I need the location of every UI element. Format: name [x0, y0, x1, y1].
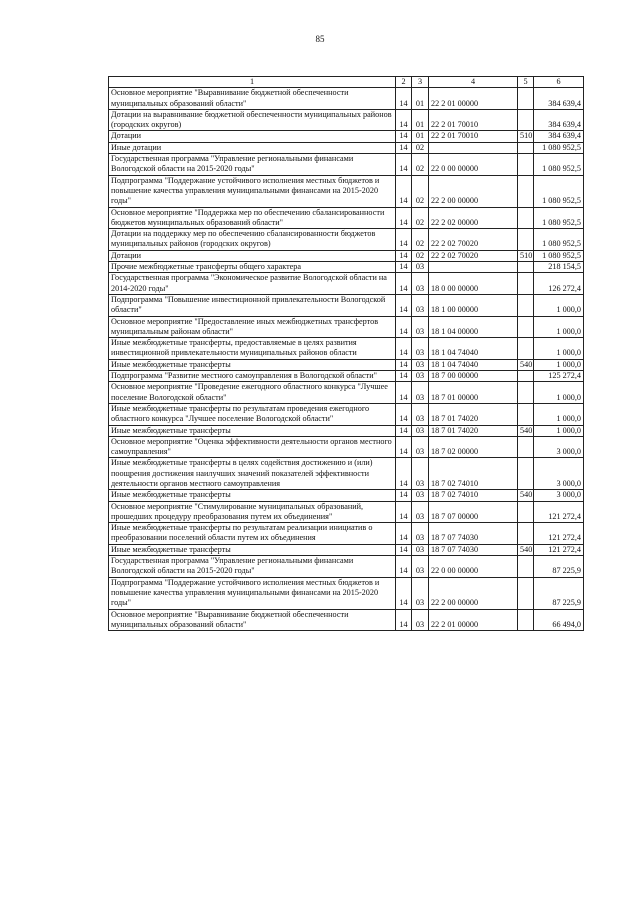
row-subsection: 03	[412, 609, 429, 631]
row-target-code: 18 7 02 00000	[429, 436, 518, 458]
row-amount: 1 000,0	[534, 425, 584, 436]
table-row	[109, 175, 584, 207]
row-target-code: 18 7 01 74020	[429, 403, 518, 425]
row-target-code: 22 2 01 00000	[429, 88, 518, 110]
row-amount: 1 000,0	[534, 359, 584, 370]
row-section: 14	[396, 338, 412, 360]
row-target-code: 18 7 07 74030	[429, 523, 518, 545]
table-row	[109, 403, 584, 425]
row-name: Подпрограмма "Развитие местного самоуправления в Вологодской области"	[109, 371, 396, 382]
row-name: Основное мероприятие "Проведение ежегодного областного конкурса "Лучшее поселение Вологодской области"	[109, 382, 396, 404]
row-name: Прочие межбюджетные трансферты общего характера	[109, 262, 396, 273]
row-expense-type	[518, 556, 534, 578]
row-subsection: 03	[412, 316, 429, 338]
table-row	[109, 131, 584, 142]
row-name: Основное мероприятие "Оценка эффективности деятельности органов местного самоуправления"	[109, 436, 396, 458]
row-subsection: 03	[412, 501, 429, 523]
table-row	[109, 250, 584, 261]
row-target-code: 22 2 02 70020	[429, 229, 518, 251]
row-target-code: 18 7 02 74010	[429, 490, 518, 501]
table-row	[109, 544, 584, 555]
row-expense-type: 540	[518, 490, 534, 501]
row-section: 14	[396, 142, 412, 153]
row-name: Основное мероприятие "Поддержка мер по обеспечению сбалансированности бюджетов муниципальных образований области"	[109, 207, 396, 229]
row-expense-type	[518, 88, 534, 110]
row-section: 14	[396, 544, 412, 555]
row-subsection: 01	[412, 131, 429, 142]
row-target-code: 18 7 01 74020	[429, 425, 518, 436]
row-amount: 126 272,4	[534, 273, 584, 295]
row-name: Иные дотации	[109, 142, 396, 153]
row-amount: 3 000,0	[534, 458, 584, 490]
table-row	[109, 207, 584, 229]
row-expense-type	[518, 403, 534, 425]
row-target-code: 18 7 07 00000	[429, 501, 518, 523]
row-subsection: 02	[412, 229, 429, 251]
row-subsection: 02	[412, 207, 429, 229]
row-expense-type	[518, 523, 534, 545]
row-section: 14	[396, 109, 412, 131]
row-section: 14	[396, 262, 412, 273]
row-target-code: 22 2 01 70010	[429, 131, 518, 142]
row-subsection: 03	[412, 425, 429, 436]
row-expense-type	[518, 273, 534, 295]
row-expense-type: 540	[518, 544, 534, 555]
row-subsection: 02	[412, 154, 429, 176]
row-expense-type	[518, 501, 534, 523]
row-expense-type	[518, 294, 534, 316]
row-subsection: 03	[412, 556, 429, 578]
row-amount: 1 080 952,5	[534, 154, 584, 176]
row-expense-type	[518, 175, 534, 207]
row-expense-type: 510	[518, 250, 534, 261]
row-target-code: 18 7 01 00000	[429, 382, 518, 404]
row-subsection: 03	[412, 577, 429, 609]
row-amount: 1 000,0	[534, 294, 584, 316]
row-subsection: 01	[412, 109, 429, 131]
row-target-code: 18 7 07 74030	[429, 544, 518, 555]
row-name: Иные межбюджетные трансферты, предоставляемые в целях развития инвестиционной привлекательности муниципальных районов области	[109, 338, 396, 360]
row-name: Дотации на поддержку мер по обеспечению сбалансированности бюджетов муниципальных районов (городских округов)	[109, 229, 396, 251]
row-subsection: 03	[412, 273, 429, 295]
row-expense-type	[518, 262, 534, 273]
column-header: 3	[412, 77, 429, 88]
table-row	[109, 88, 584, 110]
row-name: Подпрограмма "Повышение инвестиционной привлекательности Вологодской области"	[109, 294, 396, 316]
row-expense-type	[518, 142, 534, 153]
row-target-code: 18 1 04 00000	[429, 316, 518, 338]
row-amount: 121 272,4	[534, 544, 584, 555]
row-target-code	[429, 142, 518, 153]
row-subsection: 03	[412, 523, 429, 545]
table-row	[109, 229, 584, 251]
row-subsection: 03	[412, 294, 429, 316]
row-section: 14	[396, 207, 412, 229]
row-name: Иные межбюджетные трансферты	[109, 359, 396, 370]
row-amount: 1 080 952,5	[534, 175, 584, 207]
row-amount: 1 080 952,5	[534, 250, 584, 261]
row-section: 14	[396, 458, 412, 490]
row-target-code: 22 0 00 00000	[429, 556, 518, 578]
row-expense-type: 510	[518, 131, 534, 142]
row-amount: 1 080 952,5	[534, 229, 584, 251]
row-section: 14	[396, 88, 412, 110]
row-amount: 87 225,9	[534, 577, 584, 609]
row-expense-type	[518, 436, 534, 458]
row-section: 14	[396, 250, 412, 261]
row-target-code: 18 7 02 74010	[429, 458, 518, 490]
row-expense-type: 540	[518, 425, 534, 436]
row-amount: 121 272,4	[534, 523, 584, 545]
table-row	[109, 577, 584, 609]
row-amount: 66 494,0	[534, 609, 584, 631]
row-amount: 87 225,9	[534, 556, 584, 578]
row-amount: 1 080 952,5	[534, 207, 584, 229]
table-row	[109, 273, 584, 295]
row-target-code: 22 0 00 00000	[429, 154, 518, 176]
row-subsection: 02	[412, 175, 429, 207]
row-expense-type	[518, 371, 534, 382]
row-section: 14	[396, 403, 412, 425]
row-subsection: 03	[412, 490, 429, 501]
row-subsection: 03	[412, 458, 429, 490]
table-row	[109, 490, 584, 501]
row-section: 14	[396, 154, 412, 176]
row-section: 14	[396, 436, 412, 458]
row-target-code: 18 1 04 74040	[429, 338, 518, 360]
row-subsection: 03	[412, 338, 429, 360]
table-row	[109, 501, 584, 523]
row-name: Иные межбюджетные трансферты	[109, 544, 396, 555]
row-target-code: 22 2 00 00000	[429, 175, 518, 207]
row-expense-type	[518, 316, 534, 338]
column-header: 5	[518, 77, 534, 88]
row-name: Иные межбюджетные трансферты	[109, 490, 396, 501]
row-target-code: 18 1 04 74040	[429, 359, 518, 370]
table-row	[109, 458, 584, 490]
row-amount: 384 639,4	[534, 109, 584, 131]
row-section: 14	[396, 577, 412, 609]
row-section: 14	[396, 425, 412, 436]
row-subsection: 02	[412, 142, 429, 153]
row-subsection: 03	[412, 382, 429, 404]
row-section: 14	[396, 316, 412, 338]
table-row	[109, 338, 584, 360]
row-amount: 384 639,4	[534, 131, 584, 142]
row-section: 14	[396, 371, 412, 382]
row-amount: 1 000,0	[534, 316, 584, 338]
row-section: 14	[396, 294, 412, 316]
table-row	[109, 294, 584, 316]
row-expense-type	[518, 154, 534, 176]
row-target-code: 18 7 00 00000	[429, 371, 518, 382]
row-subsection: 03	[412, 262, 429, 273]
row-expense-type	[518, 338, 534, 360]
row-expense-type	[518, 609, 534, 631]
row-section: 14	[396, 131, 412, 142]
row-expense-type	[518, 382, 534, 404]
page-number: 85	[315, 34, 325, 44]
row-amount: 1 080 952,5	[534, 142, 584, 153]
row-amount: 1 000,0	[534, 403, 584, 425]
row-name: Иные межбюджетные трансферты по результатам реализации инициатив о преобразовании поселений области путем их объединения	[109, 523, 396, 545]
row-name: Основное мероприятие "Выравнивание бюджетной обеспеченности муниципальных образований области"	[109, 609, 396, 631]
budget-table	[108, 76, 584, 631]
row-target-code: 18 0 00 00000	[429, 273, 518, 295]
table-row	[109, 359, 584, 370]
table-row	[109, 556, 584, 578]
row-subsection: 03	[412, 359, 429, 370]
row-name: Подпрограмма "Поддержание устойчивого исполнения местных бюджетов и повышение качества управления муниципальными финансами на 2015-2020 годы"	[109, 175, 396, 207]
row-name: Государственная программа "Управление региональными финансами Вологодской области на 2015-2020 годы"	[109, 154, 396, 176]
row-name: Государственная программа "Управление региональными финансами Вологодской области на 2015-2020 годы"	[109, 556, 396, 578]
row-section: 14	[396, 556, 412, 578]
row-section: 14	[396, 359, 412, 370]
table-row	[109, 109, 584, 131]
row-name: Основное мероприятие "Стимулирование муниципальных образований, прошедших процедуру преобразования путем их объединения"	[109, 501, 396, 523]
row-section: 14	[396, 382, 412, 404]
row-expense-type	[518, 229, 534, 251]
row-target-code: 22 2 01 70010	[429, 109, 518, 131]
row-target-code: 22 2 00 00000	[429, 577, 518, 609]
table-body	[109, 88, 584, 631]
table-header-row	[109, 77, 584, 88]
row-name: Основное мероприятие "Предоставление иных межбюджетных трансфертов муниципальным районам области"	[109, 316, 396, 338]
row-expense-type	[518, 577, 534, 609]
table-row	[109, 371, 584, 382]
row-name: Государственная программа "Экономическое развитие Вологодской области на 2014-2020 годы"	[109, 273, 396, 295]
column-header: 6	[534, 77, 584, 88]
row-subsection: 03	[412, 436, 429, 458]
row-section: 14	[396, 523, 412, 545]
table-row	[109, 609, 584, 631]
row-subsection: 02	[412, 250, 429, 261]
column-header: 2	[396, 77, 412, 88]
row-section: 14	[396, 175, 412, 207]
row-section: 14	[396, 490, 412, 501]
row-target-code: 22 2 02 00000	[429, 207, 518, 229]
row-name: Дотации	[109, 131, 396, 142]
row-expense-type	[518, 458, 534, 490]
row-amount: 3 000,0	[534, 490, 584, 501]
table-row	[109, 382, 584, 404]
row-target-code: 18 1 00 00000	[429, 294, 518, 316]
table-row	[109, 262, 584, 273]
row-section: 14	[396, 273, 412, 295]
row-name: Дотации на выравнивание бюджетной обеспеченности муниципальных районов (городских округов)	[109, 109, 396, 131]
row-name: Подпрограмма "Поддержание устойчивого исполнения местных бюджетов и повышение качества управления муниципальными финансами на 2015-2020 годы"	[109, 577, 396, 609]
table-row	[109, 154, 584, 176]
row-expense-type	[518, 109, 534, 131]
row-subsection: 03	[412, 544, 429, 555]
row-amount: 121 272,4	[534, 501, 584, 523]
row-subsection: 03	[412, 371, 429, 382]
row-target-code: 22 2 02 70020	[429, 250, 518, 261]
column-header: 1	[109, 77, 396, 88]
row-amount: 1 000,0	[534, 382, 584, 404]
row-expense-type: 540	[518, 359, 534, 370]
table-row	[109, 425, 584, 436]
row-name: Основное мероприятие "Выравнивание бюджетной обеспеченности муниципальных образований области"	[109, 88, 396, 110]
row-amount: 125 272,4	[534, 371, 584, 382]
column-header: 4	[429, 77, 518, 88]
row-amount: 384 639,4	[534, 88, 584, 110]
row-expense-type	[518, 207, 534, 229]
row-amount: 1 000,0	[534, 338, 584, 360]
table-row	[109, 142, 584, 153]
row-section: 14	[396, 501, 412, 523]
row-section: 14	[396, 229, 412, 251]
table-row	[109, 316, 584, 338]
row-target-code: 22 2 01 00000	[429, 609, 518, 631]
row-amount: 3 000,0	[534, 436, 584, 458]
table-row	[109, 436, 584, 458]
row-target-code	[429, 262, 518, 273]
row-name: Иные межбюджетные трансферты	[109, 425, 396, 436]
row-name: Иные межбюджетные трансферты в целях содействия достижению и (или) поощрения достижения наилучших значений показателей эффективности деятельности органов местного самоуправления	[109, 458, 396, 490]
row-amount: 218 154,5	[534, 262, 584, 273]
row-subsection: 03	[412, 403, 429, 425]
row-section: 14	[396, 609, 412, 631]
row-name: Иные межбюджетные трансферты по результатам проведения ежегодного областного конкурса "Лучшее поселение Вологодской области"	[109, 403, 396, 425]
row-subsection: 01	[412, 88, 429, 110]
row-name: Дотации	[109, 250, 396, 261]
table-row	[109, 523, 584, 545]
